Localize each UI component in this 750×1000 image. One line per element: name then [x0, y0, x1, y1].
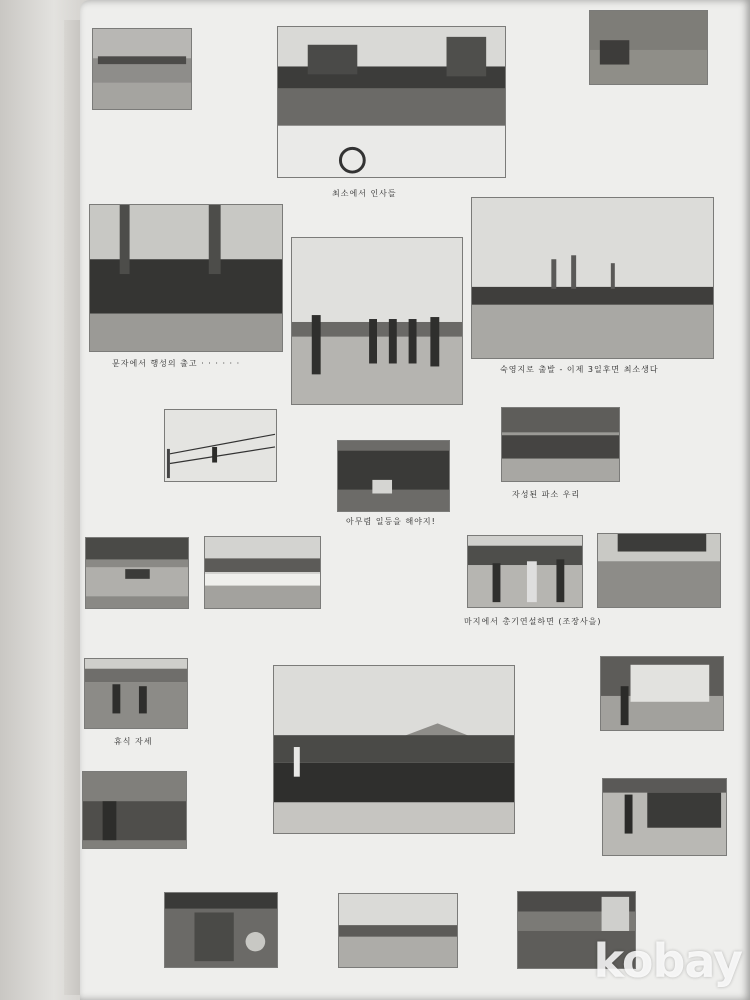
- photo-soldiers-waiting: [89, 204, 283, 352]
- caption-together: 아무렴 일등을 해야지!: [346, 517, 436, 526]
- photo-soldiers-helmets: [164, 892, 278, 968]
- photo-field-crops: [597, 533, 721, 608]
- photo-troops-marching: [471, 197, 714, 359]
- photo-officers-saluting: [291, 237, 463, 405]
- photo-formation-field: [204, 536, 321, 609]
- photo-formation-drill: [600, 656, 724, 731]
- caption-greeting: 최소에서 인사들: [332, 189, 397, 198]
- photo-soldiers-together: [337, 440, 450, 512]
- photo-line-inspection: [602, 778, 727, 856]
- photo-parade-main: [273, 665, 515, 834]
- caption-meal: 자성된 파소 우리: [512, 490, 581, 499]
- caption-marching: 숙영지로 출발 - 이제 3일후면 최소생다: [500, 365, 659, 374]
- photo-rest-pose: [84, 658, 188, 729]
- photo-ceremony-speech: [467, 535, 583, 608]
- photo-field-exercise: [338, 893, 458, 968]
- photo-meal-gathering: [501, 407, 620, 482]
- photo-field-vehicles: [92, 28, 192, 110]
- photo-hillside-soldiers: [589, 10, 708, 85]
- photo-greeting-stage: [277, 26, 506, 178]
- photo-group-seated: [82, 771, 187, 849]
- caption-rest: 휴식 자세: [114, 737, 153, 746]
- watermark: kobay: [593, 934, 742, 988]
- caption-waiting: 문자에서 행성의 출고 · · · · · ·: [112, 359, 241, 368]
- photo-river-crossing: [85, 537, 189, 609]
- photo-rope-bridge: [164, 409, 277, 482]
- caption-ceremony: 마지에서 총기연설하면 (조장사을): [464, 617, 602, 626]
